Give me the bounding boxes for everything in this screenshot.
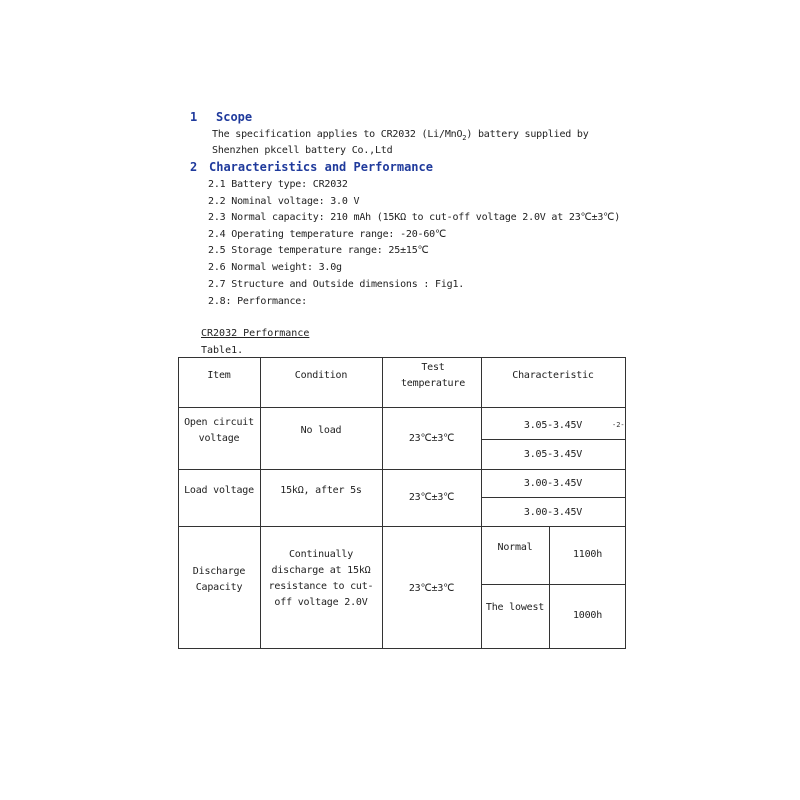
table-subcol-divider	[549, 526, 550, 649]
section-2-number: 2	[190, 160, 198, 174]
table-border-right	[625, 357, 626, 649]
section-1-number: 1	[190, 110, 198, 124]
row-discharge-condition: Continually discharge at 15kΩ resistance to cut-off voltage 2.0V	[268, 549, 374, 608]
table-border-bottom	[178, 648, 626, 649]
spec-item: 2.6 Normal weight: 3.0g	[208, 262, 342, 273]
row-discharge-item: Discharge Capacity	[192, 566, 246, 593]
header-characteristic: Characteristic	[512, 370, 594, 381]
scope-text-post: ) battery supplied by	[466, 129, 589, 140]
row-open-circuit-value-1: 3.05-3.45V	[523, 420, 583, 431]
section-1-text-line-2: Shenzhen pkcell battery Co.,Ltd	[212, 145, 393, 156]
row-load-voltage-temperature: 23℃±3℃	[408, 492, 455, 503]
row-discharge-normal-value: 1100h	[572, 549, 603, 560]
page-number-mark: -2-	[612, 421, 625, 429]
table-row-divider	[178, 526, 626, 527]
table-caption: CR2032 Performance	[201, 328, 310, 339]
row-load-voltage-item: Load voltage	[184, 485, 254, 496]
table-border-top	[178, 357, 626, 358]
header-test-temperature: Test temperature	[400, 362, 466, 389]
section-1-text-line-1	[212, 129, 589, 142]
row-open-circuit-value-2: 3.05-3.45V	[523, 449, 583, 460]
header-item: Item	[207, 370, 231, 381]
row-open-circuit-temperature: 23℃±3℃	[408, 433, 455, 444]
header-condition: Condition	[294, 370, 348, 381]
scope-text-pre: The specification applies to CR2032 (Li/MnO	[212, 129, 463, 140]
table-subrow-divider	[481, 439, 626, 440]
row-discharge-temperature: 23℃±3℃	[408, 583, 455, 594]
spec-item: 2.1 Battery type: CR2032	[208, 179, 348, 190]
spec-item: 2.3 Normal capacity: 210 mAh (15KΩ to cut-off voltage 2.0V at 23℃±3℃)	[208, 212, 621, 223]
row-load-voltage-condition: 15kΩ, after 5s	[280, 485, 362, 496]
performance-table	[178, 357, 626, 649]
table-row-divider	[178, 407, 626, 408]
spec-item: 2.5 Storage temperature range: 25±15℃	[208, 245, 429, 256]
table-col-divider	[260, 357, 261, 649]
table-subrow-divider	[481, 497, 626, 498]
table-border-left	[178, 357, 179, 649]
section-2-title: Characteristics and Performance	[209, 160, 433, 174]
spec-item: 2.4 Operating temperature range: -20-60℃	[208, 229, 447, 240]
spec-item: 2.2 Nominal voltage: 3.0 V	[208, 196, 360, 207]
scope-text-subscript: 2	[462, 134, 467, 142]
table-subrow-divider	[481, 584, 626, 585]
table-row-divider	[178, 469, 626, 470]
table-label: Table1.	[201, 345, 244, 356]
row-load-voltage-value-1: 3.00-3.45V	[523, 478, 583, 489]
row-discharge-lowest-label: The lowest	[485, 602, 545, 613]
row-discharge-normal-label: Normal	[497, 542, 533, 553]
spec-item: 2.8: Performance:	[208, 296, 307, 307]
row-load-voltage-value-2: 3.00-3.45V	[523, 507, 583, 518]
row-discharge-lowest-value: 1000h	[572, 610, 603, 621]
row-open-circuit-item: Open circuit voltage	[184, 417, 254, 444]
spec-item: 2.7 Structure and Outside dimensions : Fig1.	[208, 279, 465, 290]
row-open-circuit-condition: No load	[300, 425, 342, 436]
section-1-title: Scope	[216, 110, 253, 124]
